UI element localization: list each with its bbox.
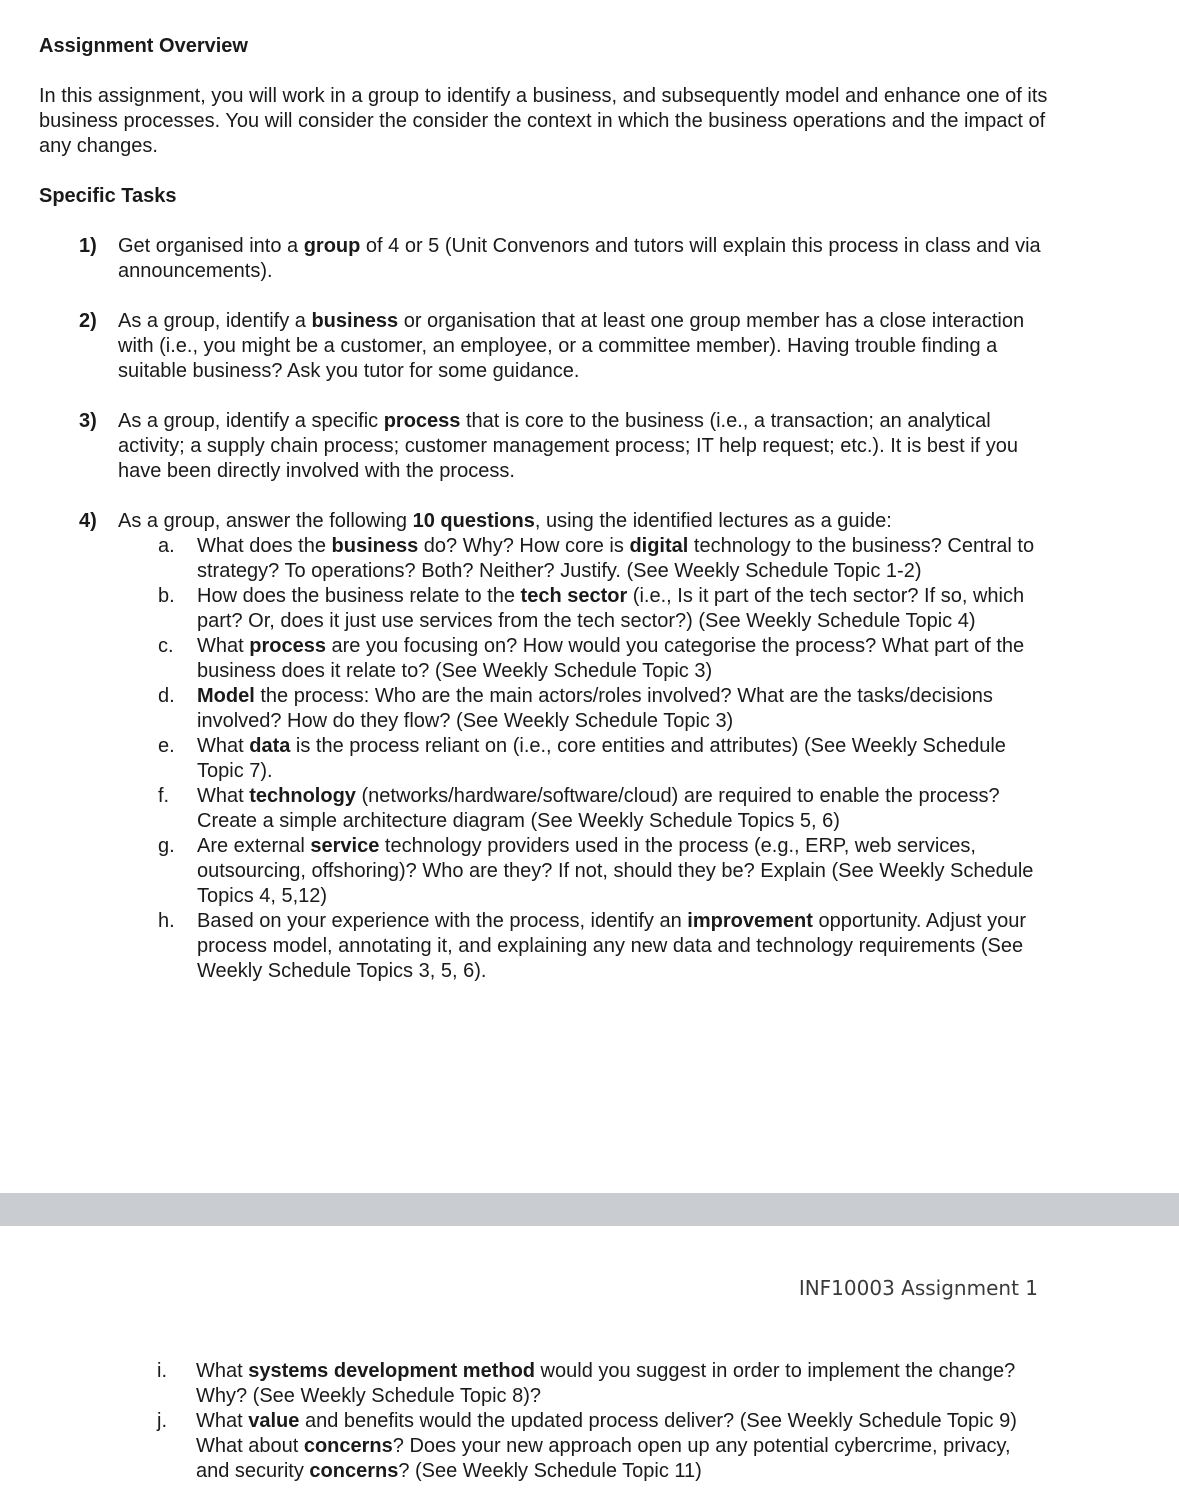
task-number: 4)	[79, 510, 97, 532]
page-break-band	[0, 1193, 1179, 1226]
assignment-overview-heading: Assignment Overview	[39, 35, 248, 57]
question-letter: b.	[158, 585, 175, 607]
task-keyword: business	[311, 310, 399, 332]
question-letter: h.	[158, 910, 175, 932]
question-item: b. How does the business relate to the tech sector (i.e., Is it part of the tech sector? If so, which part? Or, does it just use services from the tech sector?) (See Weekly Schedule Topic 4)	[158, 585, 1025, 632]
task-keyword: group	[303, 235, 361, 257]
question-item: h. Based on your experience with the process, identify an improvement opportunity. Adjust your process model, annotating it, and explaining any new data and technology requirements (See Weekly Schedule Topics 3, 5, 6).	[158, 910, 1026, 982]
task-item: 3) As a group, identify a specific process that is core to the business (i.e., a transaction; an analytical activity; a supply chain process; customer management process; IT help request; etc.). It is best if you have been directly involved with the process.	[79, 410, 1019, 482]
task-number: 2)	[79, 310, 97, 332]
continued-question-section	[39, 1359, 1049, 1484]
question-letter: d.	[158, 685, 175, 707]
task-list	[39, 234, 1049, 984]
question-letter: f.	[158, 785, 170, 807]
question-letter: j.	[157, 1410, 167, 1432]
question-item: j. What value and benefits would the updated process deliver? (See Weekly Schedule Topic 9) What about concerns? Does your new approach open up any potential cybercrime, privacy, and security concerns? (See Weekly Schedule Topic 11)	[157, 1410, 1017, 1482]
task-item: 2) As a group, identify a business or organisation that at least one group member has a close interaction with (i.e., you might be a customer, an employee, or a committee member). Having trouble finding a suitable business? Ask you tutor for some guidance.	[79, 310, 1025, 382]
question-item: e. What data is the process reliant on (i.e., core entities and attributes) (See Weekly Schedule Topic 7).	[158, 735, 1006, 782]
question-item: i. What systems development method would you suggest in order to implement the change? Why? (See Weekly Schedule Topic 8)?	[157, 1360, 1016, 1407]
question-list-continued	[39, 1359, 1049, 1484]
question-item: g. Are external service technology providers used in the process (e.g., ERP, web services, outsourcing, offshoring)? Who are they? If not, should they be? Explain (See Weekly Schedule Topics 4, 5,12)	[158, 835, 1034, 907]
question-letter: c.	[158, 635, 174, 657]
question-item: c. What process are you focusing on? How would you categorise the process? What part of the business does it relate to? (See Weekly Schedule Topic 3)	[158, 635, 1025, 682]
task-item: 1) Get organised into a group of 4 or 5 (Unit Convenors and tutors will explain this process in class and via announcements).	[79, 235, 1041, 282]
page-2	[0, 1226, 1179, 1500]
question-list	[118, 534, 1049, 984]
task-number: 1)	[79, 235, 97, 257]
specific-tasks-heading: Specific Tasks	[39, 185, 177, 207]
question-item: f. What technology (networks/hardware/software/cloud) are required to enable the process? Create a simple architecture diagram (See Weekly Schedule Topics 5, 6)	[158, 785, 1000, 832]
question-item: a. What does the business do? Why? How core is digital technology to the business? Central to strategy? To operations? Both? Neither? Justify. (See Weekly Schedule Topic 1-2)	[158, 535, 1035, 582]
document-header-label: INF10003 Assignment 1	[798, 1276, 1038, 1300]
task-keyword: 10 questions	[412, 510, 535, 532]
question-item: d. Model the process: Who are the main actors/roles involved? What are the tasks/decisions involved? How do they flow? (See Weekly Schedule Topic 3)	[158, 685, 993, 732]
overview-paragraph: In this assignment, you will work in a group to identify a business, and subsequently model and enhance one of its business processes. You will consider the consider the context in which the business operations and the impact of any changes.	[39, 85, 1048, 157]
task-keyword: process	[383, 410, 461, 432]
task-item: 4) As a group, answer the following 10 questions, using the identified lectures as a guide: a. What does the business do? Why? How core is digital technology to the business? Central to strategy? To operations? Both? Neither? Justify. (See Weekly Schedule Topic 1-2) b. How does the business relate to the tech sector (i.e., Is it part of the tech sector? If so, which part? Or, does it just use services from the tech sector?) (See Weekly Schedule Topic 4) c. What process are you focusing on? How would you categorise the process? What part of the business does it relate to? (See Weekly Schedule Topic 3) d. Model the process: Who are the main actors/roles involved? What are the tasks/decisions involved? How do they flow? (See Weekly Schedule Topic 3) e. What data is the process reliant on (i.e., core entities and attributes) (See Weekly Schedule Topic 7). f. What technology (networks/hardware/software/cloud) are required to enable the process? Create a simple architecture diagram (See Weekly Schedule Topics 5, 6) g. Are external service technology providers used in the process (e.g., ERP, web services, outsourcing, offshoring)? Who are they? If not, should they be? Explain (See Weekly Schedule Topics 4, 5,12) h. Based on your experience with the process, identify an improvement opportunity. Adjust your process model, annotating it, and explaining any new data and technology requirements (See Weekly Schedule Topics 3, 5, 6).	[39, 509, 1049, 984]
question-letter: e.	[158, 735, 175, 757]
question-letter: i.	[157, 1360, 167, 1382]
question-letter: a.	[158, 535, 175, 557]
document-body	[39, 34, 1049, 984]
task-number: 3)	[79, 410, 97, 432]
question-letter: g.	[158, 835, 175, 857]
